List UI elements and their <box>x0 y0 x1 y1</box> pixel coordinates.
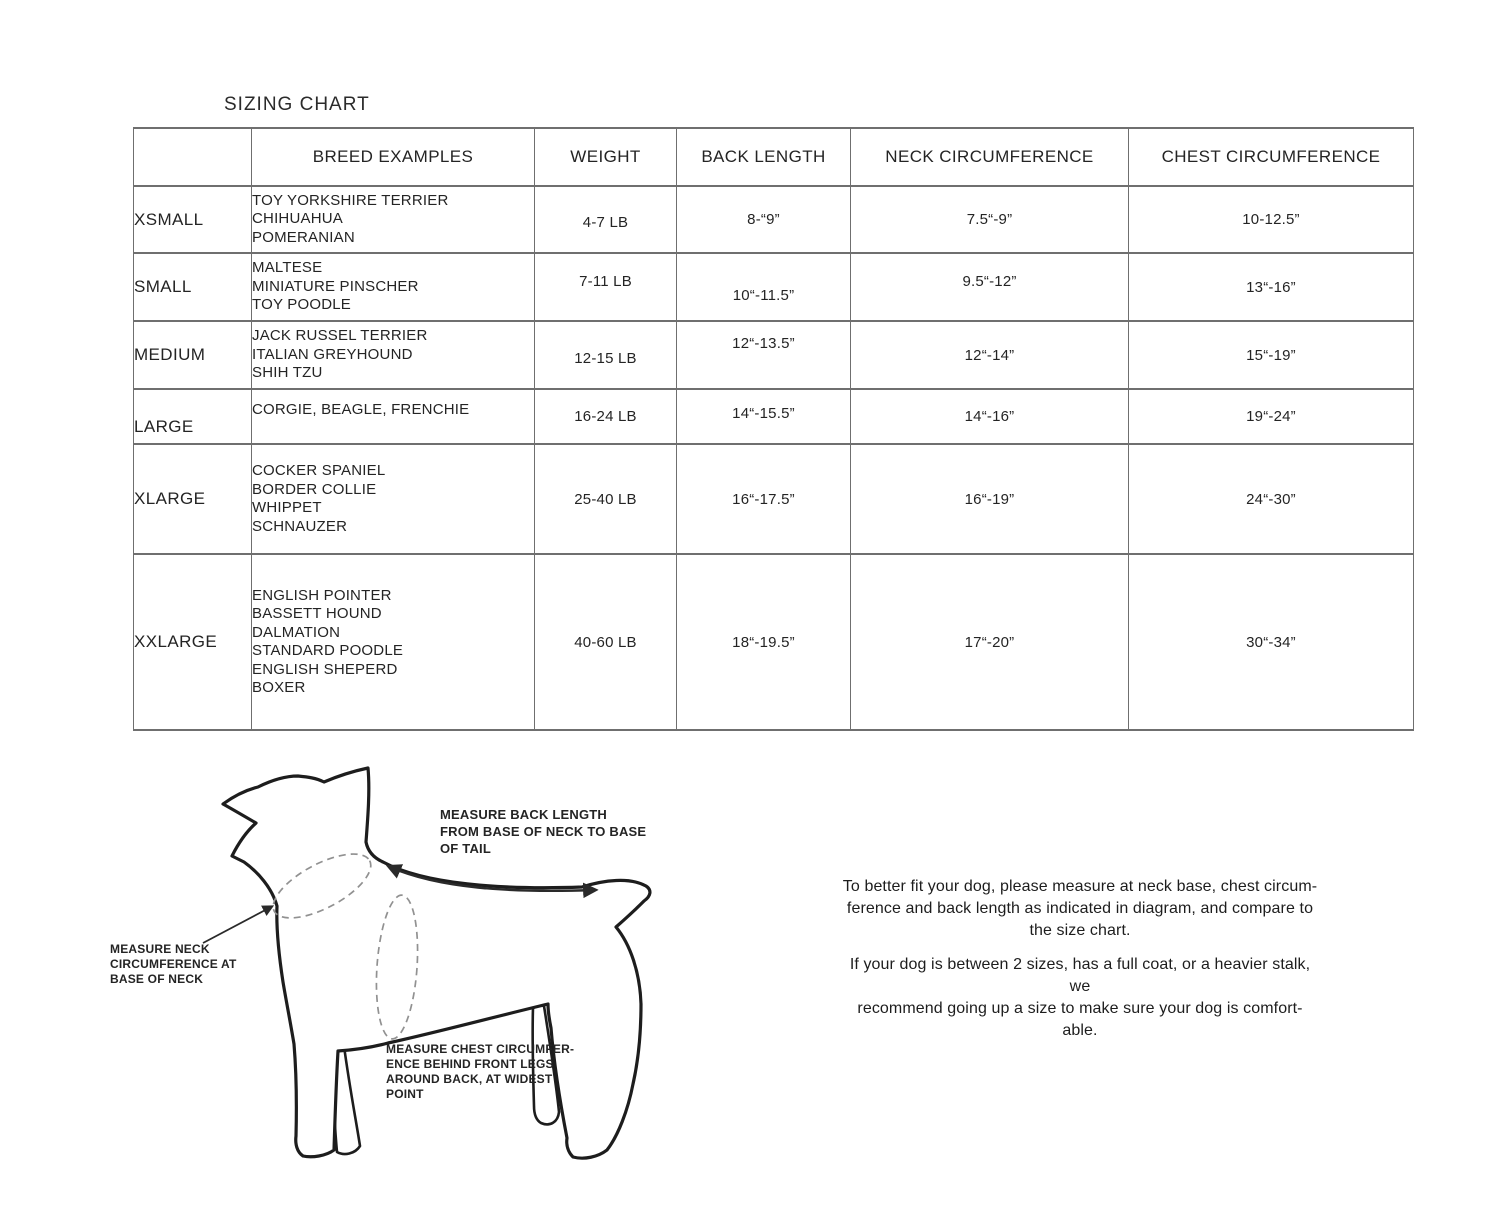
breed-item: POMERANIAN <box>252 228 355 246</box>
breed-item: ENGLISH SHEPERD <box>252 660 398 678</box>
annotation-line: BASE OF NECK <box>110 972 204 986</box>
annotation-line: MEASURE BACK LENGTH <box>440 807 608 822</box>
chest-circumference-annotation <box>386 1042 574 1102</box>
chest-value: 15“-19” <box>1129 321 1414 389</box>
neck-value: 9.5“-12” <box>851 247 1129 315</box>
breed-item: WHIPPET <box>252 499 322 516</box>
chest-value: 30“-34” <box>1129 554 1414 730</box>
chest-value: 19“-24” <box>1129 389 1414 444</box>
chest-value: 24“-30” <box>1129 444 1414 554</box>
weight-value: 7-11 LB <box>535 247 677 315</box>
back-length-value: 14“-15.5” <box>677 386 851 441</box>
size-label: MEDIUM <box>134 321 252 389</box>
annotation-line: POINT <box>386 1087 424 1101</box>
header-neck-circumference: NECK CIRCUMFERENCE <box>851 128 1129 186</box>
weight-value: 12-15 LB <box>535 324 677 392</box>
annotation-line: AROUND BACK, AT WIDEST <box>386 1072 553 1086</box>
header-chest-circumference: CHEST CIRCUMFERENCE <box>1129 128 1414 186</box>
note-line: If your dog is between 2 sizes, has a full coat, or a heavier stalk, we <box>849 956 1311 995</box>
neck-value: 14“-16” <box>851 389 1129 444</box>
neck-value: 16“-19” <box>851 444 1129 554</box>
note-line: To better fit your dog, please measure at neck base, chest circum- <box>842 878 1318 895</box>
header-weight: WEIGHT <box>535 128 677 186</box>
breed-item: MINIATURE PINSCHER <box>252 277 419 295</box>
annotation-line: ENCE BEHIND FRONT LEGS <box>386 1057 554 1071</box>
fitting-notes <box>840 876 1320 1042</box>
back-length-value: 8-“9” <box>677 186 851 253</box>
fitting-note-paragraph <box>840 954 1320 1042</box>
neck-circumference-annotation <box>110 942 237 987</box>
header-breed-examples: BREED EXAMPLES <box>252 128 535 186</box>
neck-value: 12“-14” <box>851 321 1129 389</box>
note-line: ference and back length as indicated in diagram, and compare to <box>846 900 1314 917</box>
neck-value: 17“-20” <box>851 554 1129 730</box>
neck-pointer-arrow <box>203 907 271 943</box>
weight-value: 40-60 LB <box>535 554 677 730</box>
note-line: the size chart. <box>1029 922 1131 939</box>
chest-value: 13“-16” <box>1129 253 1414 321</box>
breed-item: BOXER <box>252 679 306 696</box>
breed-item: ENGLISH POINTER <box>252 586 392 604</box>
annotation-line: MEASURE NECK <box>110 942 210 956</box>
breed-item: BASSETT HOUND <box>252 605 382 622</box>
annotation-line: MEASURE CHEST CIRCUMFER- <box>386 1042 575 1056</box>
back-length-value: 16“-17.5” <box>677 444 851 554</box>
note-line: able. <box>1062 1022 1098 1039</box>
header-back-length: BACK LENGTH <box>677 128 851 186</box>
back-length-value: 10“-11.5” <box>677 261 851 329</box>
chest-value: 10-12.5” <box>1129 186 1414 253</box>
weight-value: 4-7 LB <box>535 189 677 256</box>
breed-item: SCHNAUZER <box>252 517 348 535</box>
annotation-line: FROM BASE OF NECK TO BASE <box>440 824 647 839</box>
breed-item: CHIHUAHUA <box>252 210 343 228</box>
page-title: SIZING CHART <box>224 94 370 115</box>
breed-item: TOY POODLE <box>252 296 351 314</box>
breed-item: BORDER COLLIE <box>252 480 377 498</box>
size-label: LARGE <box>134 389 252 444</box>
annotation-line: CIRCUMFERENCE AT <box>110 957 237 971</box>
back-length-annotation <box>440 806 646 857</box>
size-label: XXLARGE <box>134 554 252 730</box>
back-length-value: 18“-19.5” <box>677 554 851 730</box>
breed-item: STANDARD POODLE <box>252 642 404 659</box>
breed-item: DALMATION <box>252 623 341 641</box>
breed-item: JACK RUSSEL TERRIER <box>252 327 428 345</box>
size-label: XLARGE <box>134 444 252 554</box>
note-line: recommend going up a size to make sure your dog is comfort- <box>857 1000 1303 1017</box>
breed-item: COCKER SPANIEL <box>252 462 386 479</box>
breed-item: CORGIE, BEAGLE, FRENCHIE <box>252 401 470 419</box>
breed-item: ITALIAN GREYHOUND <box>252 345 413 363</box>
fitting-note-paragraph <box>840 876 1320 942</box>
neck-value: 7.5“-9” <box>851 186 1129 253</box>
breed-item: TOY YORKSHIRE TERRIER <box>252 191 449 209</box>
size-label: SMALL <box>134 253 252 321</box>
breed-item: MALTESE <box>252 259 323 277</box>
weight-value: 25-40 LB <box>535 444 677 554</box>
size-label: XSMALL <box>134 186 252 253</box>
weight-value: 16-24 LB <box>535 389 677 444</box>
annotation-line: OF TAIL <box>440 841 491 856</box>
breed-item: SHIH TZU <box>252 364 323 382</box>
back-length-value: 12“-13.5” <box>677 309 851 377</box>
